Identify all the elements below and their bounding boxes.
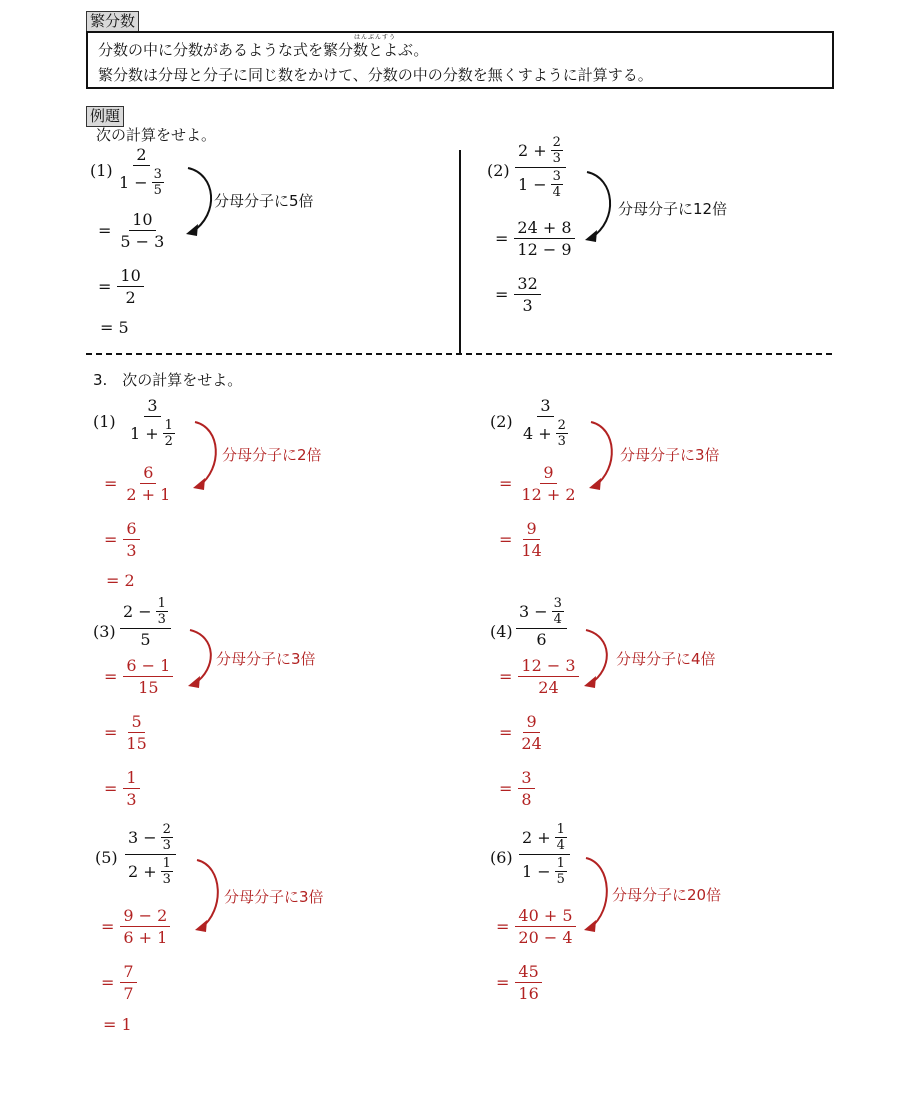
term-hanbunsu: 繁分数 bbox=[323, 41, 369, 59]
problem-6-step-1: = $\frac{40 + 5}{20 - 4}$ bbox=[496, 906, 576, 947]
problem-3-step-1: = $\frac{6 - 1}{15}$ bbox=[104, 656, 173, 697]
problem-1-result: = 2 bbox=[106, 571, 135, 590]
example-1-number: (1) bbox=[90, 161, 113, 180]
problem-5-step-2: = $\frac{7}{7}$ bbox=[101, 962, 137, 1003]
example-1-step-1: = $\frac{10}{5 - 3}$ bbox=[98, 210, 165, 251]
problem-5-expression: 3 − $\frac{2}{3}$ 2 + $\frac{1}{3}$ bbox=[121, 822, 176, 887]
problem-5-number: (5) bbox=[95, 848, 118, 867]
definition-line-2: 繁分数は分母と分子に同じ数をかけて、分数の中の分数を無くすように計算する。 bbox=[98, 66, 653, 84]
problem-2-step-1: = $\frac{9}{12 + 2}$ bbox=[499, 463, 576, 504]
problem-2-step-2: = $\frac{9}{14}$ bbox=[499, 519, 542, 560]
problem-2-number: (2) bbox=[490, 412, 513, 431]
vertical-divider bbox=[459, 150, 461, 354]
problem-2-arrow bbox=[589, 420, 623, 492]
example-instruction: 次の計算をせよ。 bbox=[96, 126, 217, 144]
example-1-note: 分母分子に5倍 bbox=[214, 192, 314, 210]
problem-6-note: 分母分子に20倍 bbox=[612, 886, 722, 904]
example-2-note: 分母分子に12倍 bbox=[618, 200, 728, 218]
example-2-number: (2) bbox=[487, 161, 510, 180]
problem-3-expression: 2 − $\frac{1}{3}$ 5 bbox=[116, 596, 171, 649]
problem-1-step-1: = $\frac{6}{2 + 1}$ bbox=[104, 463, 171, 504]
problem-6-step-2: = $\frac{45}{16}$ bbox=[496, 962, 542, 1003]
section-title: 繁分数 bbox=[86, 11, 139, 32]
problem-4-arrow bbox=[584, 628, 618, 690]
problem-1-note: 分母分子に2倍 bbox=[222, 446, 322, 464]
problem-2-note: 分母分子に3倍 bbox=[620, 446, 720, 464]
example-2-step-2: = $\frac{32}{3}$ bbox=[495, 274, 541, 315]
problem-4-step-1: = $\frac{12 - 3}{24}$ bbox=[499, 656, 579, 697]
problem-5-result: = 1 bbox=[103, 1015, 132, 1034]
definition-line-1: 分数の中に分数があるような式を繁分数とよぶ。 bbox=[98, 41, 429, 59]
problem-4-expression: 3 − $\frac{3}{4}$ 6 bbox=[512, 596, 567, 649]
problem-1-number: (1) bbox=[93, 412, 116, 431]
problem-6-number: (6) bbox=[490, 848, 513, 867]
definition-box bbox=[86, 31, 834, 89]
furigana: はんぶんすう bbox=[354, 34, 397, 41]
problem-3-step-2: = $\frac{5}{15}$ bbox=[104, 712, 147, 753]
problem-5-note: 分母分子に3倍 bbox=[224, 888, 324, 906]
example-1-step-2: = $\frac{10}{2}$ bbox=[98, 266, 144, 307]
problem-5-step-1: = $\frac{9 - 2}{6 + 1}$ bbox=[101, 906, 170, 947]
example-1-result: = 5 bbox=[100, 318, 129, 337]
problem-4-number: (4) bbox=[490, 622, 513, 641]
problem-3-number: (3) bbox=[93, 622, 116, 641]
problem-3-step-3: = $\frac{1}{3}$ bbox=[104, 768, 140, 809]
problem-2-expression: 3 4 + $\frac{2}{3}$ bbox=[523, 396, 566, 449]
example-1-expression: 2 1 − $\frac{3}{5}$ bbox=[119, 145, 162, 198]
example-label: 例題 bbox=[86, 106, 124, 127]
problem-1-expression: 3 1 + $\frac{1}{2}$ bbox=[130, 396, 173, 449]
dashed-divider bbox=[86, 353, 832, 355]
problem-6-expression: 2 + $\frac{1}{4}$ 1 − $\frac{1}{5}$ bbox=[515, 822, 570, 887]
problem-4-step-3: = $\frac{3}{8}$ bbox=[499, 768, 535, 809]
example-2-step-1: = $\frac{24 + 8}{12 - 9}$ bbox=[495, 218, 575, 259]
example-2-expression: 2 + $\frac{2}{3}$ 1 − $\frac{3}{4}$ bbox=[511, 135, 566, 200]
exercise-instruction: 3. 次の計算をせよ。 bbox=[93, 371, 243, 389]
problem-1-step-2: = $\frac{6}{3}$ bbox=[104, 519, 140, 560]
problem-3-note: 分母分子に3倍 bbox=[216, 650, 316, 668]
problem-4-step-2: = $\frac{9}{24}$ bbox=[499, 712, 542, 753]
problem-4-note: 分母分子に4倍 bbox=[616, 650, 716, 668]
